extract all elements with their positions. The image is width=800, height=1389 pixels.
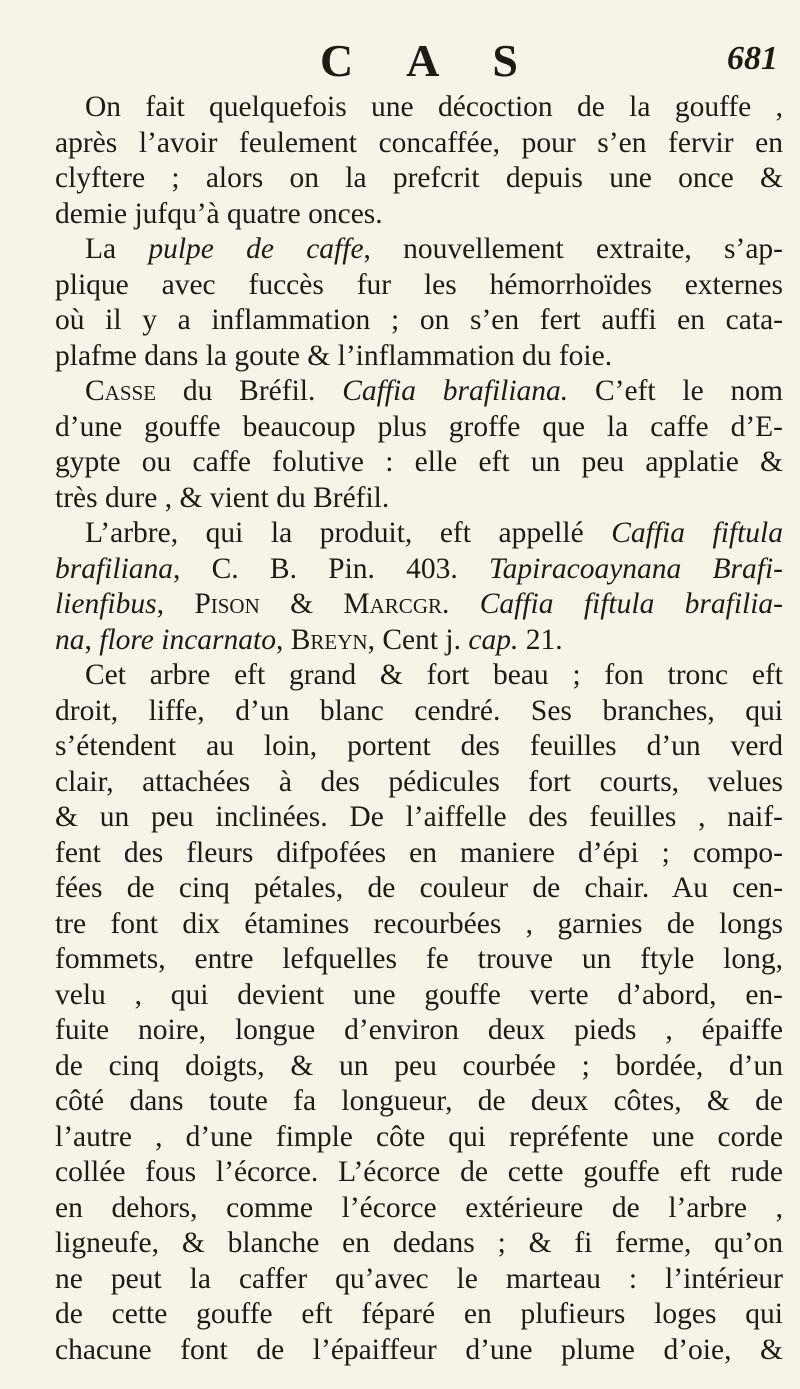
entry-heading-line [55, 374, 783, 410]
text-run: & [259, 588, 344, 620]
body-text [55, 90, 783, 1368]
latin-name: Caffia fiftula brafilia- [479, 588, 784, 620]
text-run: , [84, 623, 100, 656]
text-line [55, 516, 783, 552]
italic-term: pulpe de caffe [148, 233, 364, 265]
text-line: de cette gouffe eft féparé en plufieurs loges qui [55, 1298, 783, 1330]
text-line: Cet arbre eft grand & fort beau ; fon tronc eft [85, 659, 783, 691]
text-line: & un peu inclinées. De l’aiffelle des feuilles , naif- [55, 801, 783, 833]
text-line: ligneufe, & blanche en dedans ; & fi ferme, qu’on [55, 1227, 783, 1259]
citation-term: cap. [468, 623, 519, 656]
text-run: , Cent j. [367, 623, 469, 656]
text-line [55, 232, 783, 268]
text-line: clyftere ; alors on la prefcrit depuis une once & [55, 162, 783, 194]
text-line: côté dans toute fa longueur, de deux côtes, & de [55, 1085, 783, 1117]
text-line: très dure , & vient du Bréfil. [55, 481, 390, 514]
text-line: après l’avoir feulement concaffée, pour s’en fervir en [55, 126, 783, 159]
text-line: en dehors, comme l’écorce extérieure de l’arbre , [55, 1191, 783, 1224]
text-run: , nouvellement extraite, s’ap- [363, 233, 783, 265]
text-line: d’une gouffe beaucoup plus groffe que la caffe d’E- [55, 410, 783, 443]
text-line: de cinq doigts, & un peu courbée ; bordée, d’un [55, 1049, 783, 1082]
text-run: du Bréfil. [156, 375, 343, 407]
text-run: La [85, 233, 149, 265]
author-name: Breyn [290, 623, 368, 656]
text-line: clair, attachées à des pédicules fort courts, velues [55, 765, 783, 798]
text-line: collée fous l’écorce. L’écorce de cette gouffe eft rude [55, 1156, 783, 1188]
text-line [55, 587, 783, 623]
text-line: droit, liffe, d’un blanc cendré. Ses branches, qui [55, 694, 783, 727]
latin-name: brafiliana [55, 552, 174, 585]
text-run [449, 588, 479, 620]
text-run: , [275, 623, 291, 656]
text-line: fuite noire, longue d’environ deux pieds , épaiffe [55, 1014, 783, 1046]
latin-name: Caffia fiftula [611, 517, 783, 549]
text-line: ne peut la caffer qu’avec le marteau : l’intérieur [55, 1262, 783, 1295]
latin-name: na [55, 623, 85, 656]
text-line: plafme dans la goute & l’inflammation du foie. [55, 339, 613, 372]
text-line: tre font dix étamines recourbées , garnies de longs [55, 907, 783, 940]
running-header [0, 28, 800, 88]
text-line: velu , qui devient une gouffe verte d’abord, en- [55, 978, 783, 1011]
text-run: 21. [518, 623, 563, 656]
latin-name: Tapiracoaynana Brafi- [488, 552, 783, 585]
latin-name: flore incarnato [99, 623, 276, 656]
text-line: l’autre , d’une fimple côte qui repréfente une corde [55, 1120, 783, 1153]
text-line: plique avec fuccès fur les hémorrhoïdes externes [55, 268, 783, 301]
text-run: , C. B. Pin. 403. [173, 552, 489, 585]
author-name: Pison [194, 588, 260, 620]
text-line: où il y a inflammation ; on s’en fert auffi en cata- [55, 304, 783, 336]
text-line [55, 623, 783, 659]
text-line: gypte ou caffe folutive : elle eft un peu applatie & [55, 446, 783, 478]
text-line: demie jufqu’à quatre onces. [55, 197, 383, 230]
text-line: On fait quelquefois une décoction de la gouffe , [85, 91, 783, 123]
page-number: 681 [727, 40, 778, 77]
text-run: C’eft le nom [568, 375, 783, 407]
author-name: Marcgr. [343, 588, 450, 620]
text-line: fent des fleurs difpofées en maniere d’épi ; compo- [55, 836, 783, 869]
text-line: s’étendent au loin, portent des feuilles d’un verd [55, 730, 783, 762]
text-run: L’arbre, qui la produit, eft appellé [85, 517, 612, 549]
text-line: fées de cinq pétales, de couleur de chair. Au cen- [55, 872, 783, 904]
latin-name: Caffia brafiliana. [342, 375, 569, 407]
text-run: , [156, 588, 195, 620]
latin-name: lienfibus [55, 588, 157, 620]
entry-headword: Casse [85, 375, 157, 407]
text-line: fommets, entre lefquelles fe trouve un ftyle long, [55, 943, 783, 975]
text-line [55, 552, 783, 588]
text-line: chacune font de l’épaiffeur d’une plume d’oie, & [55, 1333, 783, 1366]
running-title: C A S [320, 35, 540, 86]
